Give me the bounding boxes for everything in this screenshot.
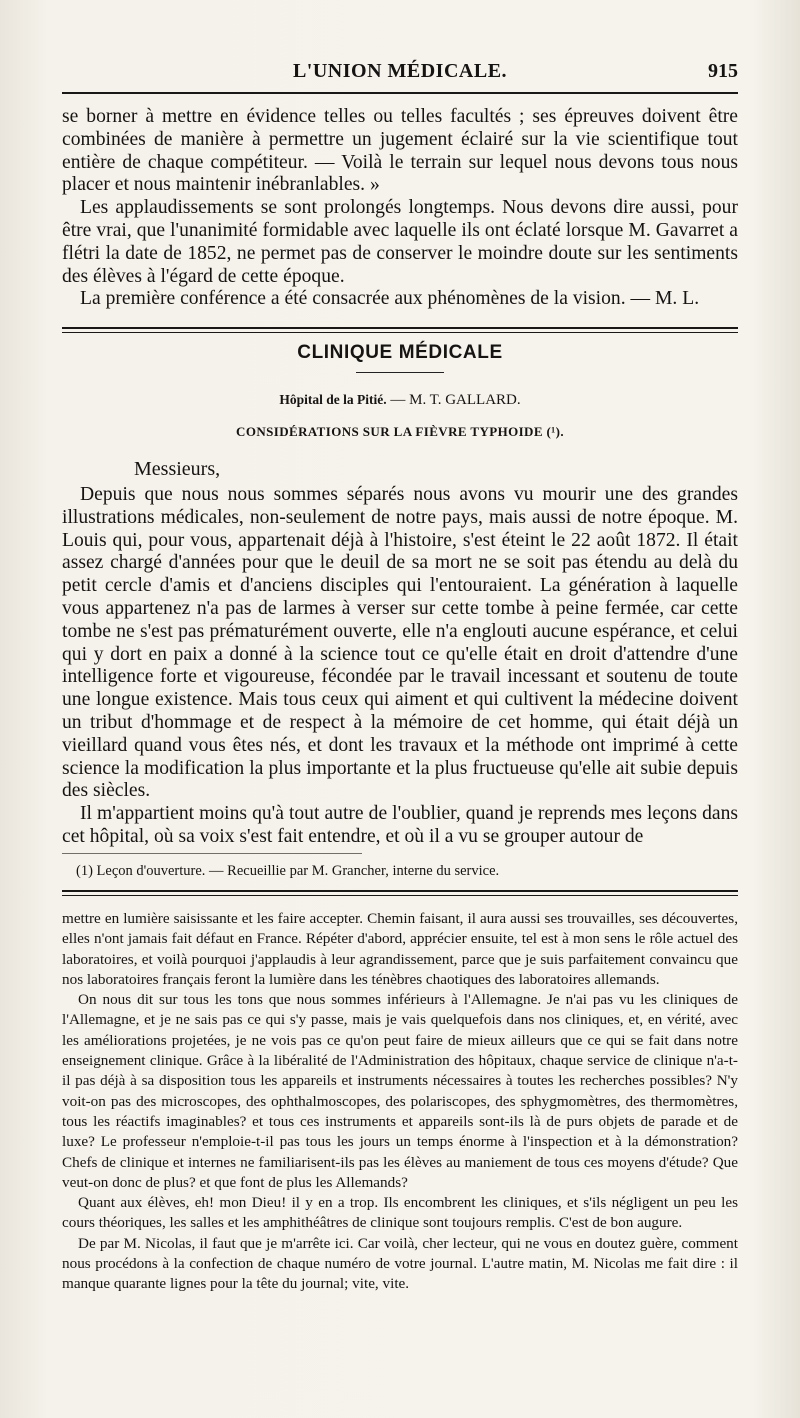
title-underline (356, 372, 444, 373)
paragraph: De par M. Nicolas, il faut que je m'arrête ici. Car voilà, cher lecteur, qui ne vous en doutez guère, comment nous procédons à la confection de chaque numéro de votre journal. L'autre matin, M. Nicolas me fait dire : il manque quarante lignes pour la tête du journal; vite, vite. (62, 1234, 738, 1293)
page-header (62, 60, 738, 90)
footnote-separator (62, 853, 362, 854)
paragraph: Quant aux élèves, eh! mon Dieu! il y en a trop. Ils encombrent les cliniques, et s'ils négligent un peu les cours théoriques, les salles et les amphithéâtres de clinique sont toujours remplis. C'est de bon augure. (62, 1194, 738, 1232)
paragraph: Depuis que nous nous sommes séparés nous avons vu mourir une des grandes illustrations médicales, non-seulement de notre pays, mais aussi de notre époque. M. Louis qui, pour vous, appartenait déjà à l'histoire, s'est éteint le 22 août 1872. Il était assez chargé d'années pour que le deuil de sa mort ne se soit pas étendu au delà du petit cercle d'amis et d'anciens disciples qui l'entouraient. La génération à laquelle vous appartenez n'a pas de larmes à verser sur cette tombe à peine fermée, car cette tombe ne s'est pas prématurément ouverte, elle n'a englouti aucune espérance, et celui qui y dort en paix a donné à la science tout ce qu'elle était en droit d'attendre d'une intelligence forte et vigoureuse, fécondée par le travail incessant et soutenu de toute une longue existence. Mais tous ceux qui aiment et qui cultivent la médecine doivent un tribut d'hommage et de respect à la mémoire de cet homme, qui était déjà un vieillard quand vous êtes nés, et dont les travaux et la méthode ont imprimé à cette science la modification la plus importante et la plus fructueuse qu'elle ait subie depuis des siècles. (62, 484, 738, 802)
feuilleton-divider-top (62, 890, 738, 892)
top-text-block (62, 106, 738, 311)
page-number: 915 (708, 60, 738, 82)
running-title: L'UNION MÉDICALE. (292, 60, 508, 82)
section-divider-top (62, 327, 738, 329)
lecturer-name: — M. T. GALLARD. (386, 392, 521, 408)
section-title: CLINIQUE MÉDICALE (297, 342, 503, 363)
header-rule (62, 92, 738, 94)
paragraph: La première conférence a été consacrée aux phénomènes de la vision. — M. L. (80, 288, 700, 310)
salutation: Messieurs, (134, 458, 221, 480)
lecture-subtitle: CONSIDÉRATIONS SUR LA FIÈVRE TYPHOIDE (¹). (236, 424, 564, 439)
paragraph: On nous dit sur tous les tons que nous sommes inférieurs à l'Allemagne. Je n'ai pas vu les cliniques de l'Allemagne, et je ne sais pas ce qui s'y passe, mais je vais quelquefois dans nos cliniques, et, en vérité, avec les améliorations projetées, je ne vois pas ce qu'on peut faire de mieux ailleurs que ce qui se fait dans notre enseignement clinique. Grâce à la libéralité de l'Administration des hôpitaux, chaque service de clinique n'a-t-il pas déjà à sa disposition tous les appareils et instruments nécessaires à toutes les recherches possibles? N'y voit-on pas des microscopes, des ophthalmoscopes, des polariscopes, des sphygmomètres, des thermomètres, tous les réactifs imaginables? et tous ces instruments et appareils sont-ils là de purs objets de parade et de luxe? Le professeur n'emploie-t-il pas tous les jours un temps énorme à l'inspection et à la démonstration? Chefs de clinique et internes ne familiarisent-ils pas les élèves au maniement de tous ces moyens d'étude? Que veut-on donc de plus? et que font de plus les Allemands? (62, 991, 738, 1191)
paragraph: Il m'appartient moins qu'à tout autre de l'oublier, quand je reprends mes leçons dans cet hôpital, où sa voix s'est fait entendre, et où il a vu se grouper autour de (62, 803, 738, 847)
hospital-name: Hôpital de la Pitié. (279, 392, 387, 407)
paragraph: se borner à mettre en évidence telles ou telles facultés ; ses épreuves doivent être combinées de manière à permettre un jugement éclairé sur la vie scientifique tout entière de chaque compétiteur. — Voilà le terrain sur lequel nous devons tous nous placer et nous maintenir inébranlables. » (62, 106, 738, 196)
feuilleton-text-block (62, 909, 738, 1295)
footnote: (1) Leçon d'ouverture. — Recueillie par M. Grancher, interne du service. (76, 863, 500, 879)
lecture-text-block (62, 484, 738, 849)
feuilleton-divider-bottom (62, 895, 738, 896)
hospital-line (62, 392, 738, 409)
paragraph: mettre en lumière saisissante et les faire accepter. Chemin faisant, il aura aussi ses trouvailles, ses découvertes, elles n'ont jamais fait défaut en France. Répéter d'abord, apprécier ensuite, tel est à mon sens le rôle actuel des laboratoires, et voilà pourquoi j'applaudis à leur agrandissement, parce que je suis parfaitement convaincu que nos laboratoires français feront la lumière dans les ténèbres chaotiques des laboratoires allemands. (62, 910, 738, 988)
section-divider-bottom (62, 332, 738, 333)
paragraph: Les applaudissements se sont prolongés longtemps. Nous devons dire aussi, pour être vrai, que l'unanimité formidable avec laquelle ils ont éclaté lorsque M. Gavarret a flétri la date de 1852, ne permet pas de conserver le moindre doute sur les sentiments des élèves à l'égard de cette époque. (62, 197, 738, 287)
